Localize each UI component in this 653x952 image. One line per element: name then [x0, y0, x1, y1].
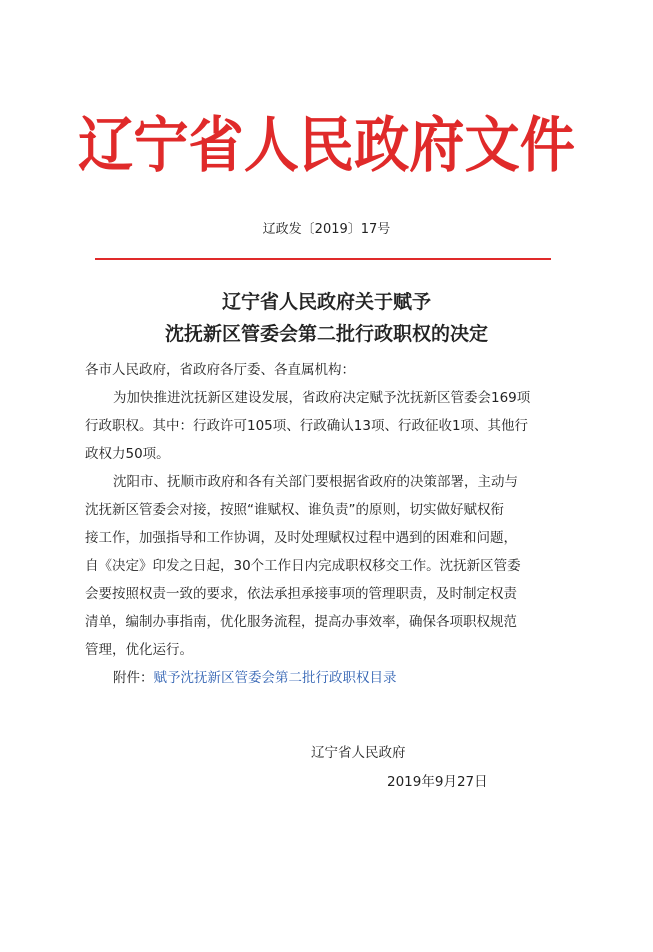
paragraph-2-line: 管理，优化运行。 [85, 642, 193, 658]
paragraph-1-line: 政权力50项。 [85, 446, 170, 462]
signature-date: 2019年9月27日 [387, 774, 488, 790]
signature-organization: 辽宁省人民政府 [311, 745, 406, 761]
document-number: 辽政发〔2019〕17号 [262, 222, 391, 237]
salutation: 各市人民政府，省政府各厅委、各直属机构： [85, 362, 355, 378]
paragraph-1-line: 行政职权。其中：行政许可105项、行政确认13项、行政征收1项、其他行 [85, 418, 529, 434]
masthead-title: 辽宁省人民政府文件 [78, 111, 575, 181]
paragraph-2-line: 接工作，加强指导和工作协调，及时处理赋权过程中遇到的困难和问题， [85, 530, 517, 546]
paragraph-2-line: 沈阳市、抚顺市政府和各有关部门要根据省政府的决策部署，主动与 [113, 474, 518, 490]
document-title-line-2: 沈抚新区管委会第二批行政职权的决定 [164, 323, 488, 345]
paragraph-1-line: 为加快推进沈抚新区建设发展，省政府决定赋予沈抚新区管委会169项 [113, 390, 531, 406]
attachment-link[interactable]: 赋予沈抚新区管委会第二批行政职权目录 [153, 670, 397, 686]
document-title-line-1: 辽宁省人民政府关于赋予 [221, 291, 431, 313]
attachment-label: 附件： [113, 670, 154, 686]
paragraph-2-line: 自《决定》印发之日起，30个工作日内完成职权移交工作。沈抚新区管委 [85, 558, 521, 574]
red-divider [95, 258, 551, 260]
attachment-line [113, 668, 397, 688]
paragraph-2-line: 清单，编制办事指南，优化服务流程，提高办事效率，确保各项职权规范 [85, 614, 517, 630]
paragraph-2-line: 会要按照权责一致的要求，依法承担承接事项的管理职责，及时制定权责 [85, 586, 517, 602]
paragraph-2-line: 沈抚新区管委会对接，按照“谁赋权、谁负责”的原则，切实做好赋权衔 [85, 502, 504, 518]
